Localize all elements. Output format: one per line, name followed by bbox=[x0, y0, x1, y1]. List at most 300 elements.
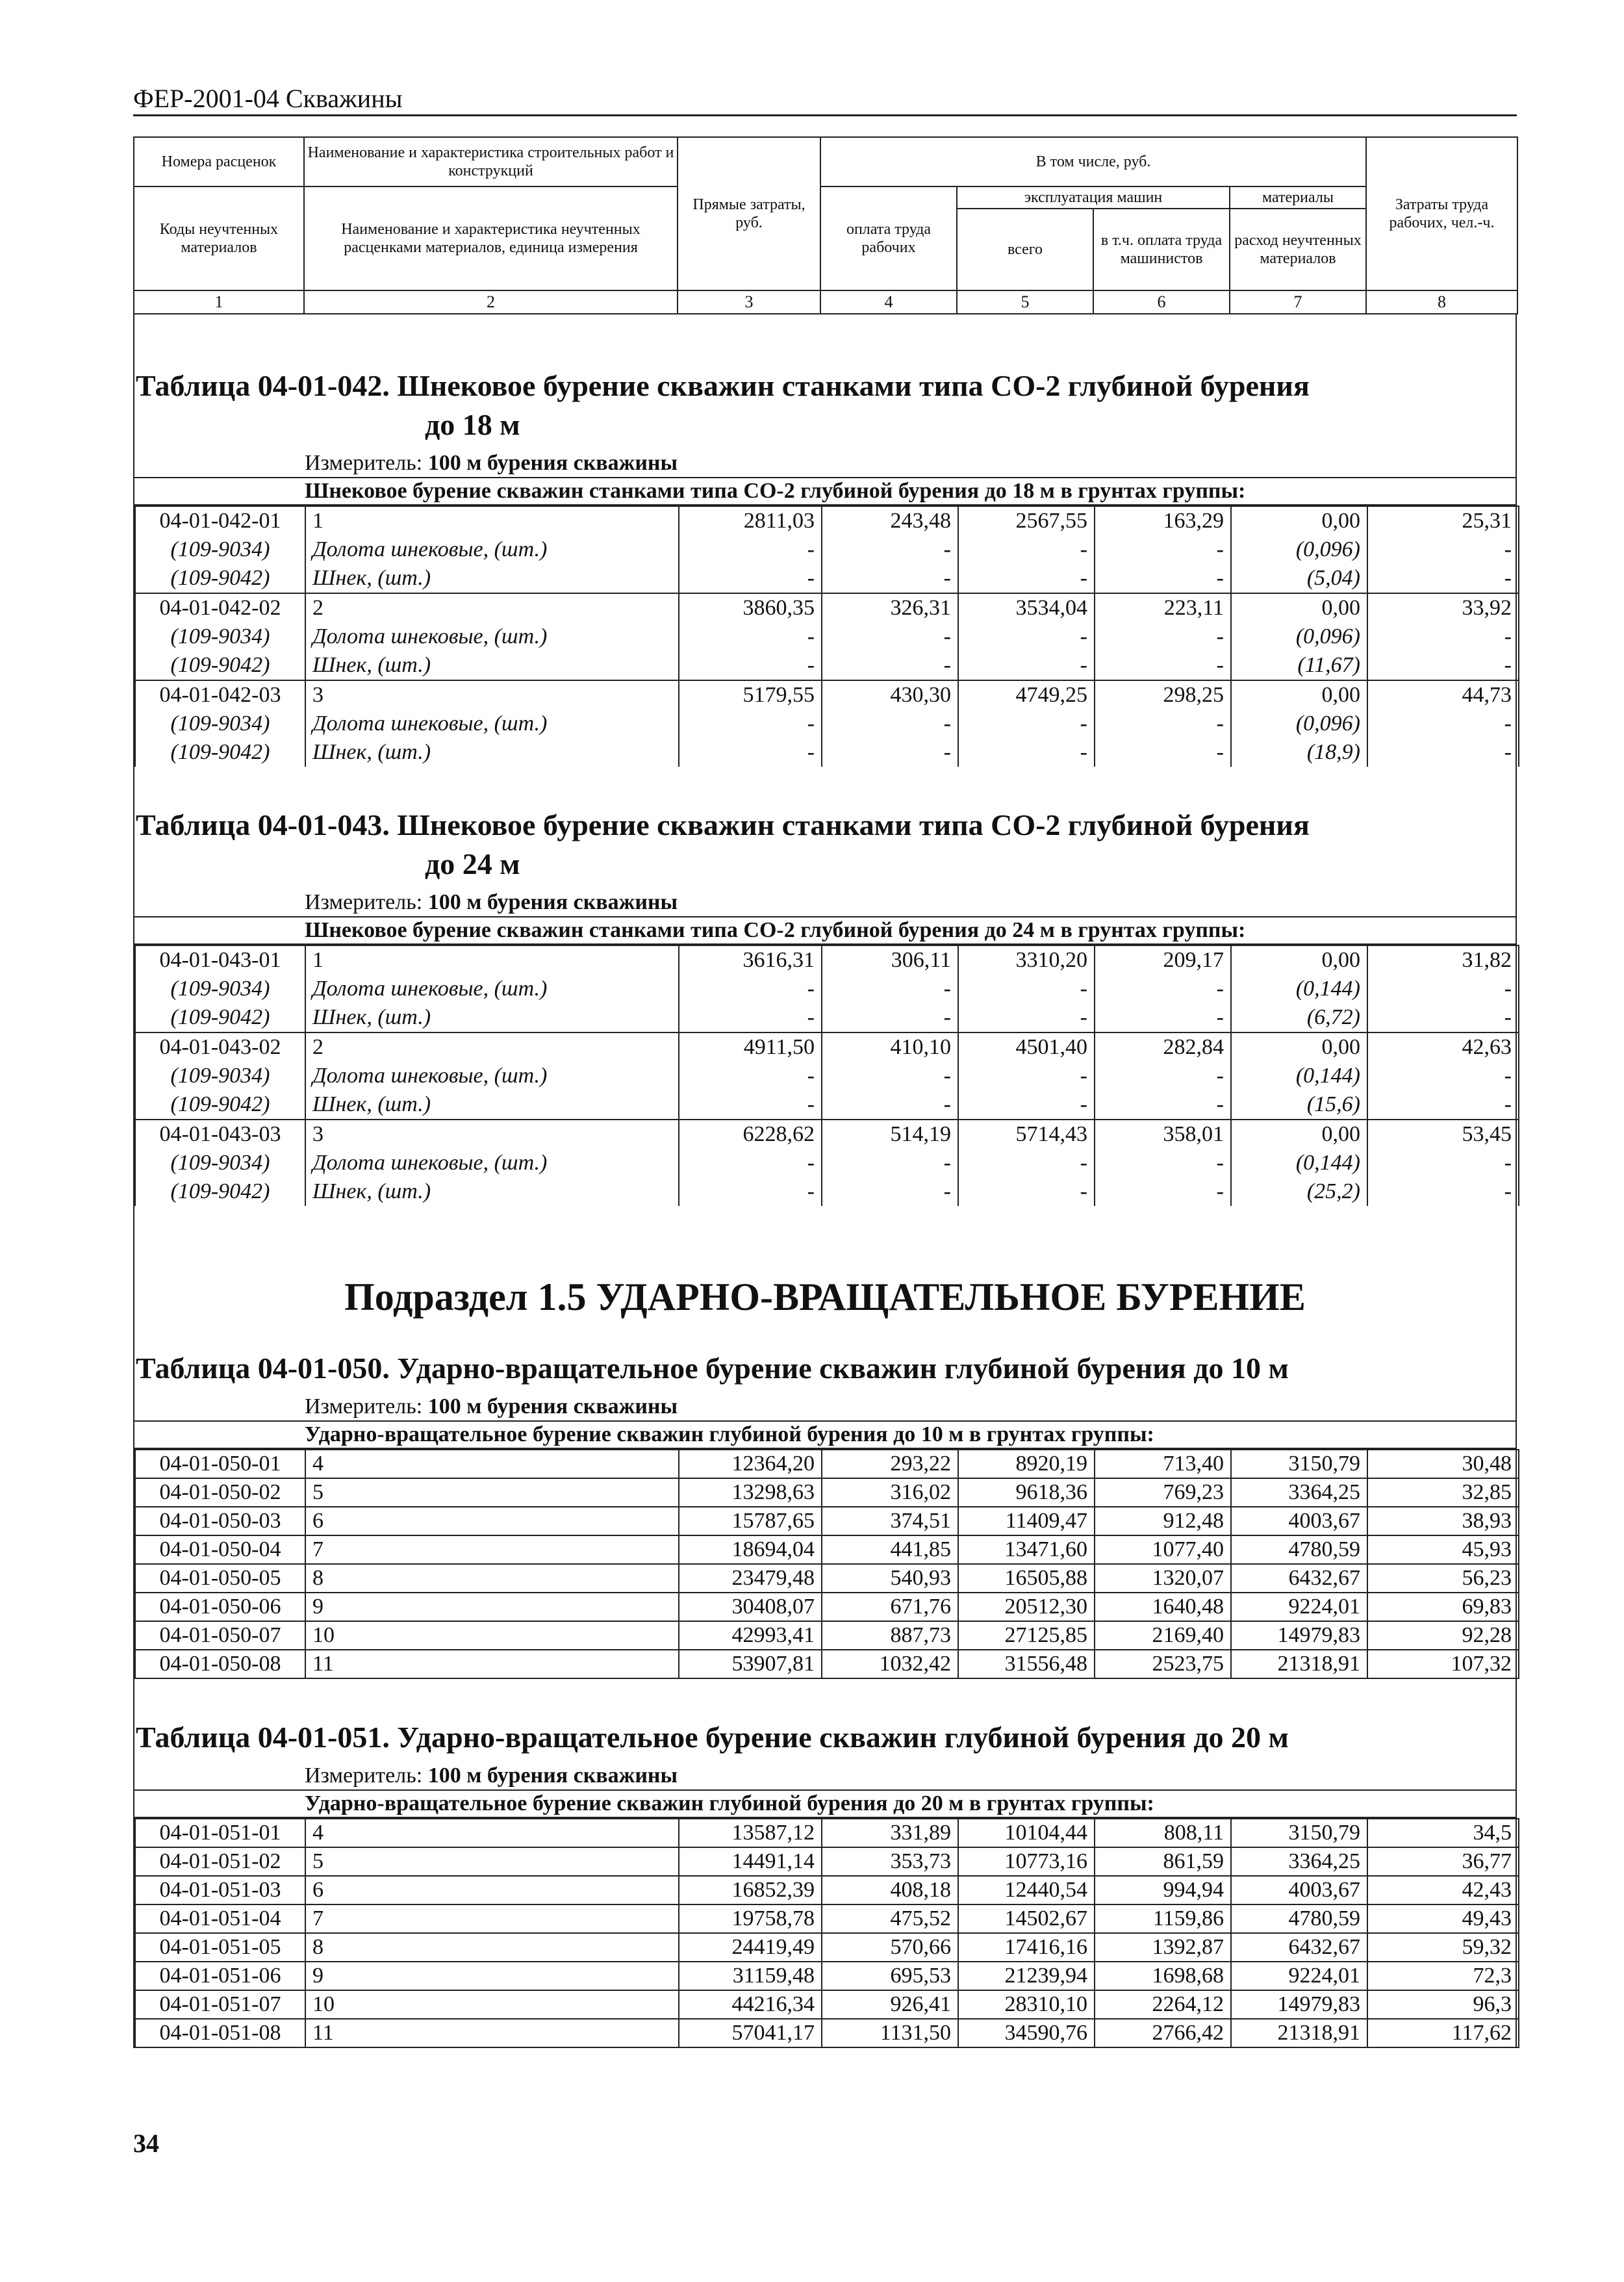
dash-cell: - bbox=[1367, 564, 1519, 593]
cell: 8920,19 bbox=[958, 1450, 1095, 1478]
cell-pay: 410,10 bbox=[822, 1032, 958, 1062]
cell: 36,77 bbox=[1367, 1847, 1519, 1876]
dash-cell: - bbox=[1367, 622, 1519, 651]
table-meter bbox=[134, 1762, 1516, 1791]
material-code: (109-9042) bbox=[135, 564, 305, 593]
col-num: 8 bbox=[1366, 290, 1517, 314]
dash-cell: - bbox=[958, 1090, 1095, 1120]
meter-value: 100 м бурения скважины bbox=[427, 451, 678, 475]
rate-row bbox=[135, 1450, 1519, 1478]
dash-cell: - bbox=[1367, 1177, 1519, 1206]
dash-cell: - bbox=[958, 1177, 1095, 1206]
cell-pay: 430,30 bbox=[822, 680, 958, 710]
dash-cell: - bbox=[1095, 738, 1231, 767]
dash-cell: - bbox=[958, 535, 1095, 564]
dash-cell: - bbox=[1367, 1003, 1519, 1032]
cell: 353,73 bbox=[822, 1847, 958, 1876]
cell: 30,48 bbox=[1367, 1450, 1519, 1478]
dash-cell: - bbox=[822, 651, 958, 680]
cell: 570,66 bbox=[822, 1933, 958, 1962]
material-row bbox=[135, 1062, 1519, 1090]
cell: 408,18 bbox=[822, 1876, 958, 1904]
cell: 69,83 bbox=[1367, 1593, 1519, 1621]
cell: 96,3 bbox=[1367, 1990, 1519, 2019]
material-code: (109-9042) bbox=[135, 1177, 305, 1206]
material-expense: (0,144) bbox=[1231, 975, 1367, 1003]
cell: 1640,48 bbox=[1095, 1593, 1231, 1621]
cell: 6 bbox=[305, 1507, 679, 1535]
dash-cell: - bbox=[679, 738, 822, 767]
document-body bbox=[133, 136, 1517, 2048]
cell: 441,85 bbox=[822, 1535, 958, 1564]
cell: 5 bbox=[305, 1847, 679, 1876]
rates-table bbox=[134, 1449, 1519, 1679]
meter-value: 100 м бурения скважины bbox=[427, 890, 678, 914]
cell: 42993,41 bbox=[679, 1621, 822, 1650]
cell: 1392,87 bbox=[1095, 1933, 1231, 1962]
cell: 5 bbox=[305, 1478, 679, 1507]
cell: 45,93 bbox=[1367, 1535, 1519, 1564]
dash-cell: - bbox=[679, 975, 822, 1003]
cell: 2523,75 bbox=[1095, 1650, 1231, 1678]
cell: 21318,91 bbox=[1231, 2019, 1367, 2047]
cell-mach: 209,17 bbox=[1095, 945, 1231, 975]
dash-cell: - bbox=[958, 1149, 1095, 1177]
material-expense: (15,6) bbox=[1231, 1090, 1367, 1120]
cell: 9618,36 bbox=[958, 1478, 1095, 1507]
header-codes-top: Номера расценок bbox=[134, 137, 304, 186]
cell: 994,94 bbox=[1095, 1876, 1231, 1904]
rate-row bbox=[135, 1990, 1519, 2019]
cell-mach: 223,11 bbox=[1095, 593, 1231, 622]
cell: 21318,91 bbox=[1231, 1650, 1367, 1678]
cell: 1077,40 bbox=[1095, 1535, 1231, 1564]
cell: 24419,49 bbox=[679, 1933, 822, 1962]
dash-cell: - bbox=[1095, 710, 1231, 738]
table-block bbox=[133, 1718, 1517, 2048]
material-name: Долота шнековые, (шт.) bbox=[305, 710, 679, 738]
cell-mach: 358,01 bbox=[1095, 1120, 1231, 1149]
dash-cell: - bbox=[679, 564, 822, 593]
dash-cell: - bbox=[958, 1003, 1095, 1032]
cell: 04-01-051-05 bbox=[135, 1933, 305, 1962]
header-labor: Затраты труда рабочих, чел.-ч. bbox=[1366, 137, 1517, 290]
dash-cell: - bbox=[679, 1003, 822, 1032]
cell: 1032,42 bbox=[822, 1650, 958, 1678]
cell: 19758,78 bbox=[679, 1904, 822, 1933]
rate-row bbox=[135, 1535, 1519, 1564]
rates-table bbox=[134, 1818, 1519, 2048]
cell: 713,40 bbox=[1095, 1450, 1231, 1478]
header-pay: оплата труда рабочих bbox=[820, 186, 957, 290]
header-incl: В том числе, руб. bbox=[820, 137, 1366, 186]
material-row bbox=[135, 1149, 1519, 1177]
dash-cell: - bbox=[679, 710, 822, 738]
material-name: Долота шнековые, (шт.) bbox=[305, 1149, 679, 1177]
material-expense: (0,096) bbox=[1231, 535, 1367, 564]
rate-row bbox=[135, 1593, 1519, 1621]
cell: 11 bbox=[305, 1650, 679, 1678]
rate-row bbox=[135, 1847, 1519, 1876]
col-num: 5 bbox=[957, 290, 1093, 314]
material-row bbox=[135, 651, 1519, 680]
dash-cell: - bbox=[1095, 651, 1231, 680]
cell: 04-01-050-01 bbox=[135, 1450, 305, 1478]
dash-cell: - bbox=[958, 1062, 1095, 1090]
cell: 6 bbox=[305, 1876, 679, 1904]
dash-cell: - bbox=[822, 1090, 958, 1120]
cell: 671,76 bbox=[822, 1593, 958, 1621]
cell: 10773,16 bbox=[958, 1847, 1095, 1876]
cell: 53907,81 bbox=[679, 1650, 822, 1678]
cell: 926,41 bbox=[822, 1990, 958, 2019]
cell: 14502,67 bbox=[958, 1904, 1095, 1933]
col-num: 1 bbox=[134, 290, 304, 314]
cell-code: 04-01-043-03 bbox=[135, 1120, 305, 1149]
rates-table bbox=[134, 506, 1519, 767]
cell: 3150,79 bbox=[1231, 1819, 1367, 1847]
meter-label: Измеритель: bbox=[305, 451, 423, 475]
material-row bbox=[135, 1177, 1519, 1206]
table-title bbox=[134, 366, 1516, 444]
rates-table bbox=[134, 945, 1519, 1206]
meter-label: Измеритель: bbox=[305, 1763, 423, 1788]
dash-cell: - bbox=[1367, 1062, 1519, 1090]
material-code: (109-9042) bbox=[135, 651, 305, 680]
cell: 7 bbox=[305, 1535, 679, 1564]
material-code: (109-9034) bbox=[135, 710, 305, 738]
cell: 04-01-051-03 bbox=[135, 1876, 305, 1904]
cell: 540,93 bbox=[822, 1564, 958, 1593]
dash-cell: - bbox=[958, 710, 1095, 738]
cell-labor: 33,92 bbox=[1367, 593, 1519, 622]
cell: 23479,48 bbox=[679, 1564, 822, 1593]
dash-cell: - bbox=[1095, 1003, 1231, 1032]
cell-code: 04-01-043-02 bbox=[135, 1032, 305, 1062]
cell: 04-01-051-07 bbox=[135, 1990, 305, 2019]
material-code: (109-9034) bbox=[135, 1062, 305, 1090]
cell: 808,11 bbox=[1095, 1819, 1231, 1847]
cell: 2766,42 bbox=[1095, 2019, 1231, 2047]
table-meter bbox=[134, 450, 1516, 478]
rate-row bbox=[135, 1478, 1519, 1507]
cell: 14979,83 bbox=[1231, 1990, 1367, 2019]
cell-name: 2 bbox=[305, 1032, 679, 1062]
dash-cell: - bbox=[1095, 535, 1231, 564]
dash-cell: - bbox=[1095, 975, 1231, 1003]
cell: 04-01-051-04 bbox=[135, 1904, 305, 1933]
cell-total: 3534,04 bbox=[958, 593, 1095, 622]
page-header: ФЕР-2001-04 Скважины bbox=[133, 83, 1517, 116]
table-block bbox=[133, 806, 1517, 1245]
cell: 2169,40 bbox=[1095, 1621, 1231, 1650]
cell: 117,62 bbox=[1367, 2019, 1519, 2047]
material-code: (109-9042) bbox=[135, 738, 305, 767]
rate-row bbox=[135, 1876, 1519, 1904]
dash-cell: - bbox=[679, 1149, 822, 1177]
rate-row bbox=[135, 593, 1519, 622]
cell: 34,5 bbox=[1367, 1819, 1519, 1847]
material-expense: (0,096) bbox=[1231, 622, 1367, 651]
material-name: Шнек, (шт.) bbox=[305, 651, 679, 680]
dash-cell: - bbox=[1367, 535, 1519, 564]
material-name: Долота шнековые, (шт.) bbox=[305, 975, 679, 1003]
table-title-line: Таблица 04-01-043. Шнековое бурение скважин станками типа СО-2 глубиной бурения bbox=[136, 808, 1310, 841]
cell: 8 bbox=[305, 1933, 679, 1962]
tables-container bbox=[133, 314, 1517, 2048]
cell: 04-01-051-06 bbox=[135, 1962, 305, 1990]
cell: 769,23 bbox=[1095, 1478, 1231, 1507]
cell: 3364,25 bbox=[1231, 1847, 1367, 1876]
page-number: 34 bbox=[133, 2129, 159, 2158]
table-block bbox=[133, 314, 1517, 806]
column-header-table bbox=[133, 136, 1518, 314]
cell-name: 3 bbox=[305, 680, 679, 710]
dash-cell: - bbox=[1095, 564, 1231, 593]
table-title bbox=[134, 806, 1516, 884]
dash-cell: - bbox=[822, 1177, 958, 1206]
cell: 14491,14 bbox=[679, 1847, 822, 1876]
meter-value: 100 м бурения скважины bbox=[427, 1394, 678, 1418]
material-name: Шнек, (шт.) bbox=[305, 564, 679, 593]
dash-cell: - bbox=[822, 975, 958, 1003]
dash-cell: - bbox=[958, 564, 1095, 593]
material-code: (109-9034) bbox=[135, 1149, 305, 1177]
rate-row bbox=[135, 1933, 1519, 1962]
subsection-heading: Подраздел 1.5 УДАРНО-ВРАЩАТЕЛЬНОЕ БУРЕНИЕ bbox=[133, 1245, 1517, 1349]
soil-group-heading: Ударно-вращательное бурение скважин глубиной бурения до 20 м в грунтах группы: bbox=[134, 1791, 1516, 1818]
cell: 57041,17 bbox=[679, 2019, 822, 2047]
cell: 1159,86 bbox=[1095, 1904, 1231, 1933]
cell-mach: 163,29 bbox=[1095, 506, 1231, 535]
cell: 13471,60 bbox=[958, 1535, 1095, 1564]
material-row bbox=[135, 564, 1519, 593]
cell: 7 bbox=[305, 1904, 679, 1933]
cell-mach: 298,25 bbox=[1095, 680, 1231, 710]
rate-row bbox=[135, 506, 1519, 535]
cell-total: 4749,25 bbox=[958, 680, 1095, 710]
cell: 331,89 bbox=[822, 1819, 958, 1847]
dash-cell: - bbox=[1367, 975, 1519, 1003]
cell: 6432,67 bbox=[1231, 1933, 1367, 1962]
dash-cell: - bbox=[822, 738, 958, 767]
cell-pay: 306,11 bbox=[822, 945, 958, 975]
header-exploit: эксплуатация машин bbox=[957, 186, 1230, 209]
material-expense: (5,04) bbox=[1231, 564, 1367, 593]
cell: 475,52 bbox=[822, 1904, 958, 1933]
cell: 4 bbox=[305, 1450, 679, 1478]
cell-mat: 0,00 bbox=[1231, 1032, 1367, 1062]
material-expense: (11,67) bbox=[1231, 651, 1367, 680]
cell: 49,43 bbox=[1367, 1904, 1519, 1933]
material-row bbox=[135, 710, 1519, 738]
dash-cell: - bbox=[679, 1090, 822, 1120]
material-expense: (25,2) bbox=[1231, 1177, 1367, 1206]
cell: 695,53 bbox=[822, 1962, 958, 1990]
rate-row bbox=[135, 1819, 1519, 1847]
table-title-line: до 24 м bbox=[425, 847, 520, 880]
material-code: (109-9034) bbox=[135, 622, 305, 651]
cell-name: 1 bbox=[305, 945, 679, 975]
col-num: 2 bbox=[304, 290, 678, 314]
cell: 4780,59 bbox=[1231, 1904, 1367, 1933]
cell: 3150,79 bbox=[1231, 1450, 1367, 1478]
col-num: 3 bbox=[678, 290, 820, 314]
cell-direct: 5179,55 bbox=[679, 680, 822, 710]
dash-cell: - bbox=[958, 622, 1095, 651]
dash-cell: - bbox=[1095, 1090, 1231, 1120]
material-name: Шнек, (шт.) bbox=[305, 1090, 679, 1120]
cell: 38,93 bbox=[1367, 1507, 1519, 1535]
cell: 6432,67 bbox=[1231, 1564, 1367, 1593]
dash-cell: - bbox=[822, 564, 958, 593]
cell-pay: 243,48 bbox=[822, 506, 958, 535]
soil-group-heading: Ударно-вращательное бурение скважин глубиной бурения до 10 м в грунтах группы: bbox=[134, 1422, 1516, 1449]
cell: 42,43 bbox=[1367, 1876, 1519, 1904]
cell: 9224,01 bbox=[1231, 1962, 1367, 1990]
cell: 12364,20 bbox=[679, 1450, 822, 1478]
cell: 04-01-050-07 bbox=[135, 1621, 305, 1650]
material-row bbox=[135, 1090, 1519, 1120]
cell: 9 bbox=[305, 1593, 679, 1621]
cell-labor: 53,45 bbox=[1367, 1120, 1519, 1149]
cell: 4003,67 bbox=[1231, 1876, 1367, 1904]
cell: 17416,16 bbox=[958, 1933, 1095, 1962]
material-row bbox=[135, 622, 1519, 651]
cell: 861,59 bbox=[1095, 1847, 1231, 1876]
dash-cell: - bbox=[1095, 1062, 1231, 1090]
table-title-line: Таблица 04-01-042. Шнековое бурение скважин станками типа СО-2 глубиной бурения bbox=[136, 369, 1310, 402]
cell: 374,51 bbox=[822, 1507, 958, 1535]
col-num: 6 bbox=[1093, 290, 1230, 314]
rate-row bbox=[135, 1120, 1519, 1149]
rate-row bbox=[135, 1032, 1519, 1062]
cell: 21239,94 bbox=[958, 1962, 1095, 1990]
cell: 16852,39 bbox=[679, 1876, 822, 1904]
material-name: Долота шнековые, (шт.) bbox=[305, 622, 679, 651]
table-title: Таблица 04-01-050. Ударно-вращательное бурение скважин глубиной бурения до 10 м bbox=[136, 1352, 1289, 1385]
material-name: Долота шнековые, (шт.) bbox=[305, 1062, 679, 1090]
cell-direct: 4911,50 bbox=[679, 1032, 822, 1062]
cell: 16505,88 bbox=[958, 1564, 1095, 1593]
rate-row bbox=[135, 1904, 1519, 1933]
material-expense: (0,096) bbox=[1231, 710, 1367, 738]
cell-name: 3 bbox=[305, 1120, 679, 1149]
dash-cell: - bbox=[1367, 738, 1519, 767]
cell: 04-01-050-04 bbox=[135, 1535, 305, 1564]
cell: 14979,83 bbox=[1231, 1621, 1367, 1650]
cell: 44216,34 bbox=[679, 1990, 822, 2019]
dash-cell: - bbox=[1367, 1090, 1519, 1120]
cell-name: 2 bbox=[305, 593, 679, 622]
spacer bbox=[134, 1679, 1516, 1718]
cell: 8 bbox=[305, 1564, 679, 1593]
cell: 27125,85 bbox=[958, 1621, 1095, 1650]
cell: 04-01-051-01 bbox=[135, 1819, 305, 1847]
table-meter bbox=[134, 1393, 1516, 1422]
cell: 1131,50 bbox=[822, 2019, 958, 2047]
material-expense: (18,9) bbox=[1231, 738, 1367, 767]
cell-labor: 25,31 bbox=[1367, 506, 1519, 535]
cell-labor: 31,82 bbox=[1367, 945, 1519, 975]
cell: 11 bbox=[305, 2019, 679, 2047]
cell-total: 2567,55 bbox=[958, 506, 1095, 535]
cell: 20512,30 bbox=[958, 1593, 1095, 1621]
cell: 316,02 bbox=[822, 1478, 958, 1507]
cell: 13587,12 bbox=[679, 1819, 822, 1847]
cell-direct: 2811,03 bbox=[679, 506, 822, 535]
cell: 04-01-051-02 bbox=[135, 1847, 305, 1876]
cell: 04-01-050-02 bbox=[135, 1478, 305, 1507]
cell-labor: 44,73 bbox=[1367, 680, 1519, 710]
cell: 293,22 bbox=[822, 1450, 958, 1478]
dash-cell: - bbox=[822, 710, 958, 738]
rate-row bbox=[135, 1564, 1519, 1593]
header-name-bottom: Наименование и характеристика неучтенных расценками материалов, единица измерения bbox=[304, 186, 678, 290]
meter-label: Измеритель: bbox=[305, 1394, 423, 1418]
header-incl-pay: в т.ч. оплата труда машинистов bbox=[1093, 209, 1230, 290]
dash-cell: - bbox=[958, 975, 1095, 1003]
cell-code: 04-01-042-03 bbox=[135, 680, 305, 710]
cell: 04-01-051-08 bbox=[135, 2019, 305, 2047]
header-codes-bottom: Коды неучтенных материалов bbox=[134, 186, 304, 290]
material-row bbox=[135, 738, 1519, 767]
material-code: (109-9042) bbox=[135, 1090, 305, 1120]
soil-group-heading: Шнековое бурение скважин станками типа СО-2 глубиной бурения до 18 м в грунтах группы: bbox=[134, 478, 1516, 506]
material-name: Шнек, (шт.) bbox=[305, 1003, 679, 1032]
dash-cell: - bbox=[1367, 1149, 1519, 1177]
cell: 04-01-050-03 bbox=[135, 1507, 305, 1535]
cell-pay: 514,19 bbox=[822, 1120, 958, 1149]
cell-total: 4501,40 bbox=[958, 1032, 1095, 1062]
rate-row bbox=[135, 1962, 1519, 1990]
cell-total: 3310,20 bbox=[958, 945, 1095, 975]
cell: 92,28 bbox=[1367, 1621, 1519, 1650]
material-name: Шнек, (шт.) bbox=[305, 1177, 679, 1206]
cell-total: 5714,43 bbox=[958, 1120, 1095, 1149]
cell: 28310,10 bbox=[958, 1990, 1095, 2019]
cell: 1320,07 bbox=[1095, 1564, 1231, 1593]
dash-cell: - bbox=[679, 535, 822, 564]
cell: 31159,48 bbox=[679, 1962, 822, 1990]
cell: 13298,63 bbox=[679, 1478, 822, 1507]
material-code: (109-9042) bbox=[135, 1003, 305, 1032]
cell-direct: 3860,35 bbox=[679, 593, 822, 622]
material-row bbox=[135, 535, 1519, 564]
meter-label: Измеритель: bbox=[305, 890, 423, 914]
material-code: (109-9034) bbox=[135, 975, 305, 1003]
cell: 2264,12 bbox=[1095, 1990, 1231, 2019]
material-name: Шнек, (шт.) bbox=[305, 738, 679, 767]
cell: 34590,76 bbox=[958, 2019, 1095, 2047]
cell: 59,32 bbox=[1367, 1933, 1519, 1962]
dash-cell: - bbox=[1095, 622, 1231, 651]
table-title: Таблица 04-01-051. Ударно-вращательное бурение скважин глубиной бурения до 20 м bbox=[136, 1721, 1289, 1754]
cell: 32,85 bbox=[1367, 1478, 1519, 1507]
dash-cell: - bbox=[679, 1062, 822, 1090]
dash-cell: - bbox=[679, 651, 822, 680]
cell: 9 bbox=[305, 1962, 679, 1990]
cell-mat: 0,00 bbox=[1231, 680, 1367, 710]
dash-cell: - bbox=[822, 535, 958, 564]
cell: 3364,25 bbox=[1231, 1478, 1367, 1507]
cell-code: 04-01-042-02 bbox=[135, 593, 305, 622]
cell: 887,73 bbox=[822, 1621, 958, 1650]
table-meter bbox=[134, 889, 1516, 917]
spacer bbox=[134, 1206, 1516, 1245]
cell-mat: 0,00 bbox=[1231, 593, 1367, 622]
cell: 30408,07 bbox=[679, 1593, 822, 1621]
